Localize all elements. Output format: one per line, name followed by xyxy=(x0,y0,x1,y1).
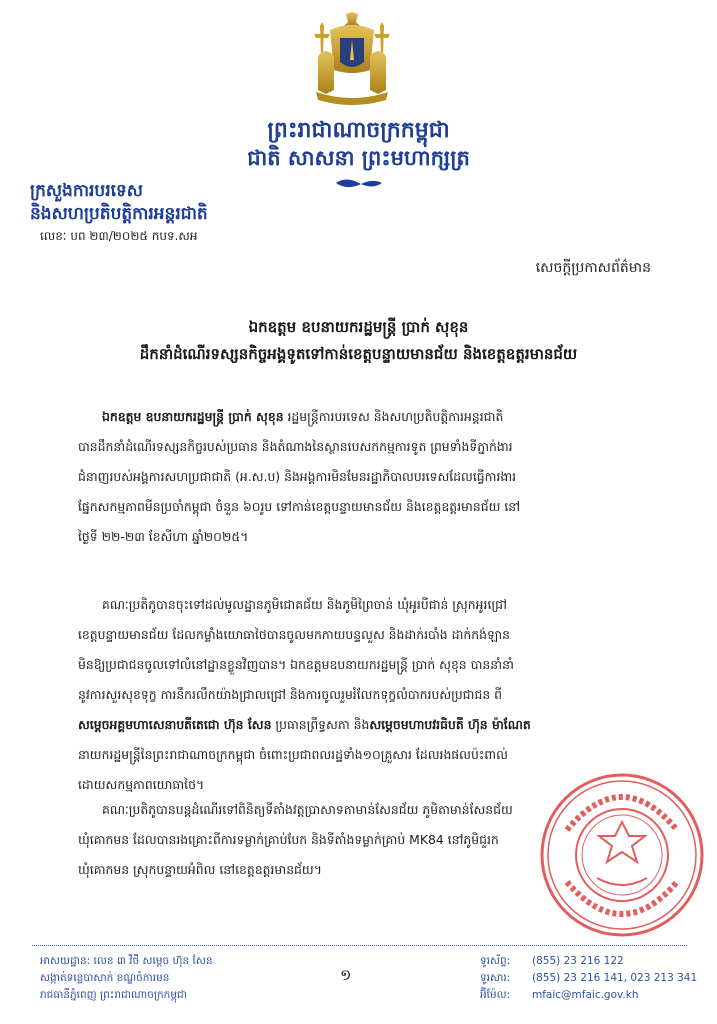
paragraph-1-line: បានដឹកនាំដំណើរទស្សនកិច្ចរបស់ប្រធាន និងតំណាងនៃស្ថានបេសកកម្មការទូត ព្រមទាំងទីភ្នាក់ងារ xyxy=(78,439,513,454)
paragraph-1: ឯកឧត្តម ឧបនាយករដ្ឋមន្ត្រី ប្រាក់ សុខុន រដ្ឋមន្ត្រីការបរទេស និងសហប្រតិបត្តិការអន្តរជាតិ បានដឹកនាំដំណើរទស្សនកិច្ចរបស់ប្រធាន និងតំណាងនៃស្ថានបេសកកម្មការទូត ព្រមទាំងទីភ្នាក់ងារ ជំនាញរបស់អង្គការសហប្រជាជាតិ (អ.ស.ប) និងអង្គការមិនមែនរដ្ឋាភិបាលបរទេសដែលធ្វើការងារ ផ្នែកសកម្មភាពមីនប្រចាំកម្ពុជា ចំនួន ៦០រូប ទៅកាន់ខេត្តបន្ទាយមានជ័យ និងខេត្តឧត្តរមានជ័យ នៅ ថ្ងៃទី ២២-២៣ ខែសីហា ឆ្នាំ២០២៥។ xyxy=(78,402,658,552)
ministry-name-line-1: ក្រសួងការបរទេស xyxy=(30,181,143,201)
paragraph-2-line: ខេត្តបន្ទាយមានជ័យ ដែលកម្លាំងយោធាថៃបានចូលមកកាយបន្ទលួស និងដាក់របាំង ដាក់កង់ឡាន xyxy=(78,627,510,642)
ornament-divider-icon xyxy=(334,176,384,190)
lead-name: ឯកឧត្តម ឧបនាយករដ្ឋមន្ត្រី ប្រាក់ សុខុន xyxy=(102,409,284,424)
reference-number: លេខៈ បព ២៣/២០២៥ កបទ.សអ xyxy=(40,229,198,243)
paragraph-3-line: ឃុំគោកមន ដែលបានរងគ្រោះពីការទម្លាក់គ្រាប់បែក និងទីតាំងទម្លាក់គ្រាប់ MK84 នៅភូមិជួរក xyxy=(78,832,499,847)
paragraph-3-line: គណៈប្រតិភូបានបន្តដំណើរទៅពិនិត្យទីតាំងវត្តប្រាសាទតាមាន់សែនជ័យ ភូមិតាមាន់សែនជ័យ xyxy=(102,802,513,817)
ministry-name-line-2: និងសហប្រតិបត្តិការអន្តរជាតិ xyxy=(30,204,208,224)
footer-address: អាសយដ្ឋាន: លេខ ៣ វិថី សម្តេច ហ៊ុន សែន សង្កាត់ទន្លេបាសាក់ ខណ្ឌចំការមន រាជធានីភ្នំពេញ ព្រះរាជាណាចក្រកម្ពុជា xyxy=(40,955,213,1001)
official-seal-stamp xyxy=(537,770,707,940)
document-type: សេចក្តីប្រកាសព័ត៌មាន xyxy=(535,260,651,276)
title-line-1: ឯកឧត្តម ឧបនាយករដ្ឋមន្ត្រី ប្រាក់ សុខុន xyxy=(248,318,469,336)
paragraph-1-line: ជំនាញរបស់អង្គការសហប្រជាជាតិ (អ.ស.ប) និងអង្គការមិនមែនរដ្ឋាភិបាលបរទេសដែលធ្វើការងារ xyxy=(78,469,517,484)
royal-arms-emblem xyxy=(300,12,404,108)
paragraph-1-line: ថ្ងៃទី ២២-២៣ ខែសីហា ឆ្នាំ២០២៥។ xyxy=(78,529,249,544)
phone-number: (855) 23 216 122 xyxy=(532,955,624,967)
phone-label: ទូរស័ព្ទ: xyxy=(480,955,511,967)
fax-label: ទូរសារ: xyxy=(480,972,511,984)
paragraph-2 xyxy=(78,590,658,800)
email-label: អ៊ីម៉ែល: xyxy=(480,989,511,1001)
samdech-hun-manet: សម្តេចមហាបវរធិបតី ហ៊ុន ម៉ាណែត xyxy=(369,717,531,732)
title-line-2: ដឹកនាំដំណើរទស្សនកិច្ចអង្គទូតទៅកាន់ខេត្តបន្ទាយមានជ័យ និងខេត្តឧត្តរមានជ័យ xyxy=(139,345,578,363)
page-number: ១ xyxy=(340,966,352,984)
paragraph-2-line: នូវការសួរសុខទុក្ខ ការនឹករលឹកយ៉ាងជ្រាលជ្រៅ និងការចូលរួមរំលែកទុក្ខលំបាករបស់ប្រជាជន ពី xyxy=(78,687,503,702)
paragraph-2-line: នាយករដ្ឋមន្ត្រីនៃព្រះរាជាណាចក្រកម្ពុជា ចំពោះប្រជាពលរដ្ឋទាំង១០គ្រួសារ ដែលរងផលប៉ះពាល់ xyxy=(78,747,508,762)
footer-divider xyxy=(32,945,687,946)
paragraph-2-line: គណៈប្រតិភូបានចុះទៅដល់មូលដ្ឋានភូមិជោគជ័យ និងភូមិព្រៃចាន់ ឃុំអូរបីជាន់ ស្រុកអូរជ្រៅ xyxy=(102,597,507,612)
kingdom-line-2: ជាតិ សាសនា ព្រះមហាក្សត្រ xyxy=(247,145,470,170)
paragraph-2-line: មិនឱ្យប្រជាជនចូលទៅលំនៅដ្ឋានខ្លួនវិញបាន។ ឯកឧត្តមឧបនាយករដ្ឋមន្ត្រី ប្រាក់ សុខុន បាននាំនាំ xyxy=(78,657,514,672)
paragraph-3-line: ឃុំគោកមន ស្រុកបន្ទាយអំពិល នៅខេត្តឧត្តរមានជ័យ។ xyxy=(78,862,322,877)
paragraph-1-line: ផ្នែកសកម្មភាពមីនប្រចាំកម្ពុជា ចំនួន ៦០រូប ទៅកាន់ខេត្តបន្ទាយមានជ័យ និងខេត្តឧត្តរមានជ័យ នៅ xyxy=(78,499,521,514)
paragraph-2-line: ដោយសកម្មភាពយោធាថៃ។ xyxy=(78,777,205,792)
kingdom-line-1: ព្រះរាជាណាចក្រកម្ពុជា xyxy=(267,117,450,143)
footer-contacts xyxy=(480,953,697,1004)
fax-number: (855) 23 216 141, 023 213 341 xyxy=(532,972,698,984)
samdech-hun-sen: សម្តេចអគ្គមហាសេនាបតីតេជោ ហ៊ុន សែន xyxy=(78,717,272,732)
paragraph-2-line: សម្តេចអគ្គមហាសេនាបតីតេជោ ហ៊ុន សែន ប្រធានព្រឹទ្ធសភា និងសម្តេចមហាបវរធិបតី ហ៊ុន ម៉ាណែត xyxy=(78,717,531,732)
email-link[interactable]: mfaic@mfaic.gov.kh xyxy=(532,989,639,1001)
